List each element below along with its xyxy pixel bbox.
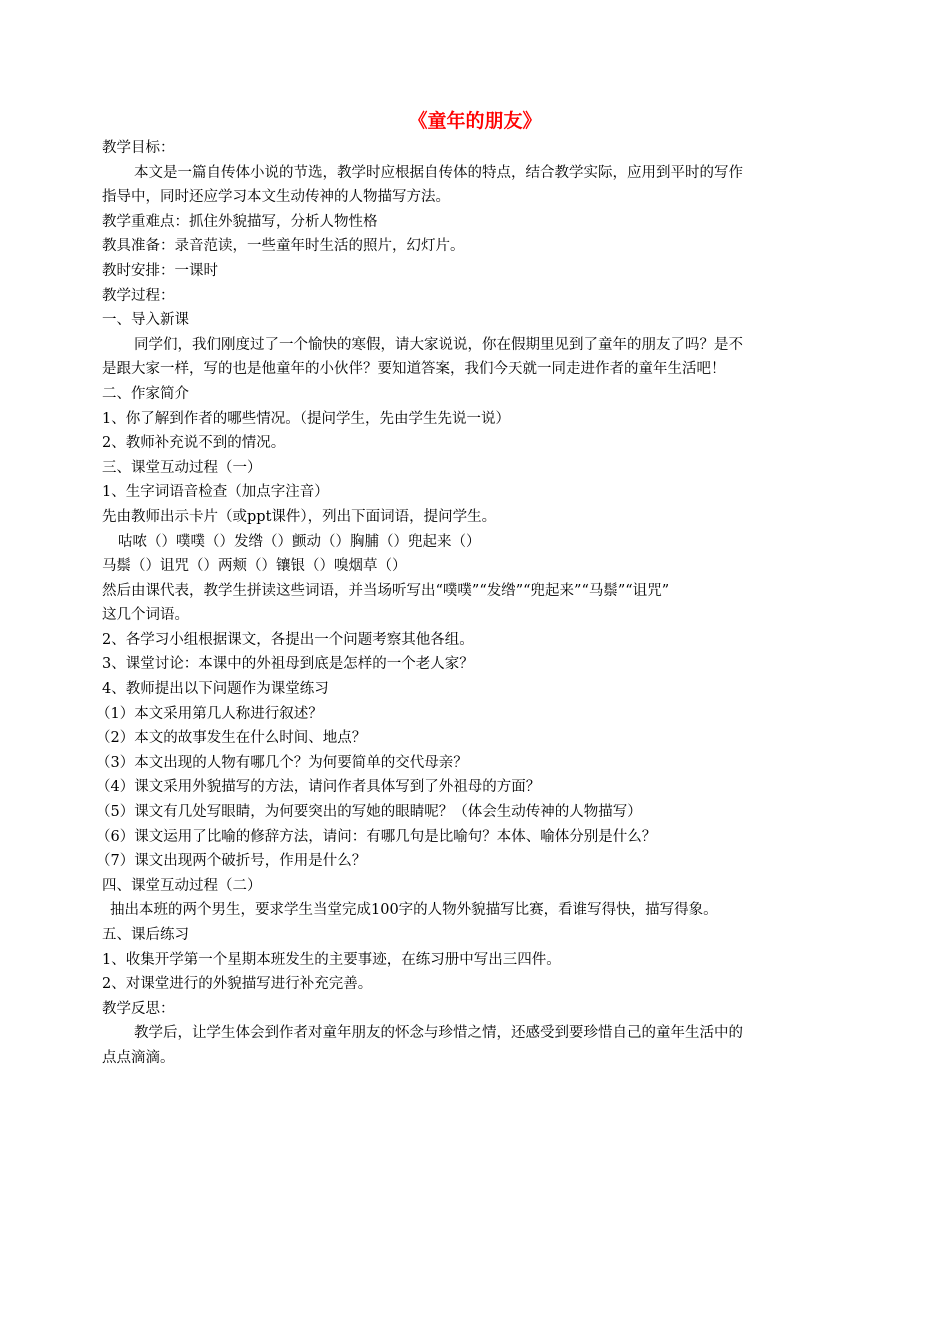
- section-heading: 五、课后练习: [102, 927, 189, 943]
- list-item: 4、教师提出以下问题作为课堂练习: [102, 681, 329, 698]
- list-item: 2、教师补充说不到的情况。: [102, 435, 286, 452]
- paragraph-line: 本文是一篇自传体小说的节选，教学时应根据自传体的特点，结合教学实际，应用到平时的写作: [134, 164, 743, 181]
- list-item: 2、各学习小组根据课文，各提出一个问题考察其他各组。: [102, 631, 474, 648]
- question-item: （2）本文的故事发生在什么时间、地点？: [96, 730, 367, 747]
- section-heading: 一、导入新课: [102, 312, 189, 329]
- paragraph-line: 这几个词语。: [102, 607, 189, 624]
- document-body: [96, 136, 852, 1071]
- paragraph-line: 教学后，让学生体会到作者对童年朋友的怀念与珍惜之情，还感受到要珍惜自己的童年生活中的: [134, 1025, 743, 1042]
- paragraph-line: 抽出本班的两个男生，要求学生当堂完成100字的人物外貌描写比赛，看谁写得快，描写得象。: [110, 902, 718, 919]
- list-item: 3、课堂讨论：本课中的外祖母到底是怎样的一个老人家？: [102, 656, 474, 673]
- paragraph-line: 点点滴滴。: [102, 1049, 175, 1066]
- schedule-line: 教时安排：一课时: [102, 262, 218, 279]
- list-item: 2、对课堂进行的外貌描写进行补充完善。: [102, 976, 373, 993]
- question-item: （4）课文采用外貌描写的方法，请问作者具体写到了外祖母的方面？: [96, 779, 541, 796]
- question-item: （5）课文有几处写眼睛，为何要突出的写她的眼睛呢？（体会生动传神的人物描写）: [96, 804, 642, 821]
- paragraph-line: 然后由课代表，教学生拼读这些词语，并当场听写出“噗噗”“发绺”“兜起来”“马鬃”“诅咒”: [102, 582, 670, 599]
- heading-teaching-process: 教学过程：: [102, 287, 175, 304]
- question-item: （3）本文出现的人物有哪几个？为何要简单的交代母亲？: [96, 754, 468, 771]
- heading-teaching-goals: 教学目标：: [102, 140, 175, 156]
- vocabulary-line: 咕哝（）噗噗（）发绺（）颤动（）胸脯（）兜起来（）: [118, 533, 481, 550]
- question-item: （1）本文采用第几人称进行叙述？: [96, 705, 323, 722]
- paragraph-line: 同学们，我们刚度过了一个愉快的寒假，请大家说说，你在假期里见到了童年的朋友了吗？是不: [134, 336, 743, 353]
- question-item: （7）课文出现两个破折号，作用是什么？: [96, 853, 367, 870]
- document-title: 《童年的朋友》: [408, 110, 542, 132]
- vocabulary-line: 马鬃（）诅咒（）两颊（）镶银（）嗅烟草（）: [102, 558, 407, 575]
- teaching-aids-line: 教具准备：录音范读，一些童年时生活的照片，幻灯片。: [102, 238, 465, 255]
- section-heading: 二、作家简介: [102, 385, 189, 402]
- question-item: （6）课文运用了比喻的修辞方法，请问：有哪几句是比喻句？本体、喻体分别是什么？: [96, 828, 657, 845]
- list-item: 1、生字词语音检查（加点字注音）: [102, 484, 329, 501]
- paragraph-line: 先由教师出示卡片（或ppt课件），列出下面词语，提问学生。: [102, 508, 497, 525]
- list-item: 1、收集开学第一个星期本班发生的主要事迹，在练习册中写出三四件。: [102, 951, 561, 968]
- list-item: 1、你了解到作者的哪些情况。（提问学生，先由学生先说一说）: [102, 410, 510, 427]
- key-difficulty-line: 教学重难点：抓住外貌描写，分析人物性格: [102, 213, 378, 230]
- paragraph-line: 是跟大家一样，写的也是他童年的小伙伴？要知道答案，我们今天就一同走进作者的童年生活吧！: [102, 361, 726, 378]
- paragraph-line: 指导中，同时还应学习本文生动传神的人物描写方法。: [102, 189, 450, 206]
- heading-reflection: 教学反思：: [102, 1000, 175, 1017]
- section-heading: 四、课堂互动过程（二）: [102, 877, 262, 894]
- section-heading: 三、课堂互动过程（一）: [102, 459, 262, 476]
